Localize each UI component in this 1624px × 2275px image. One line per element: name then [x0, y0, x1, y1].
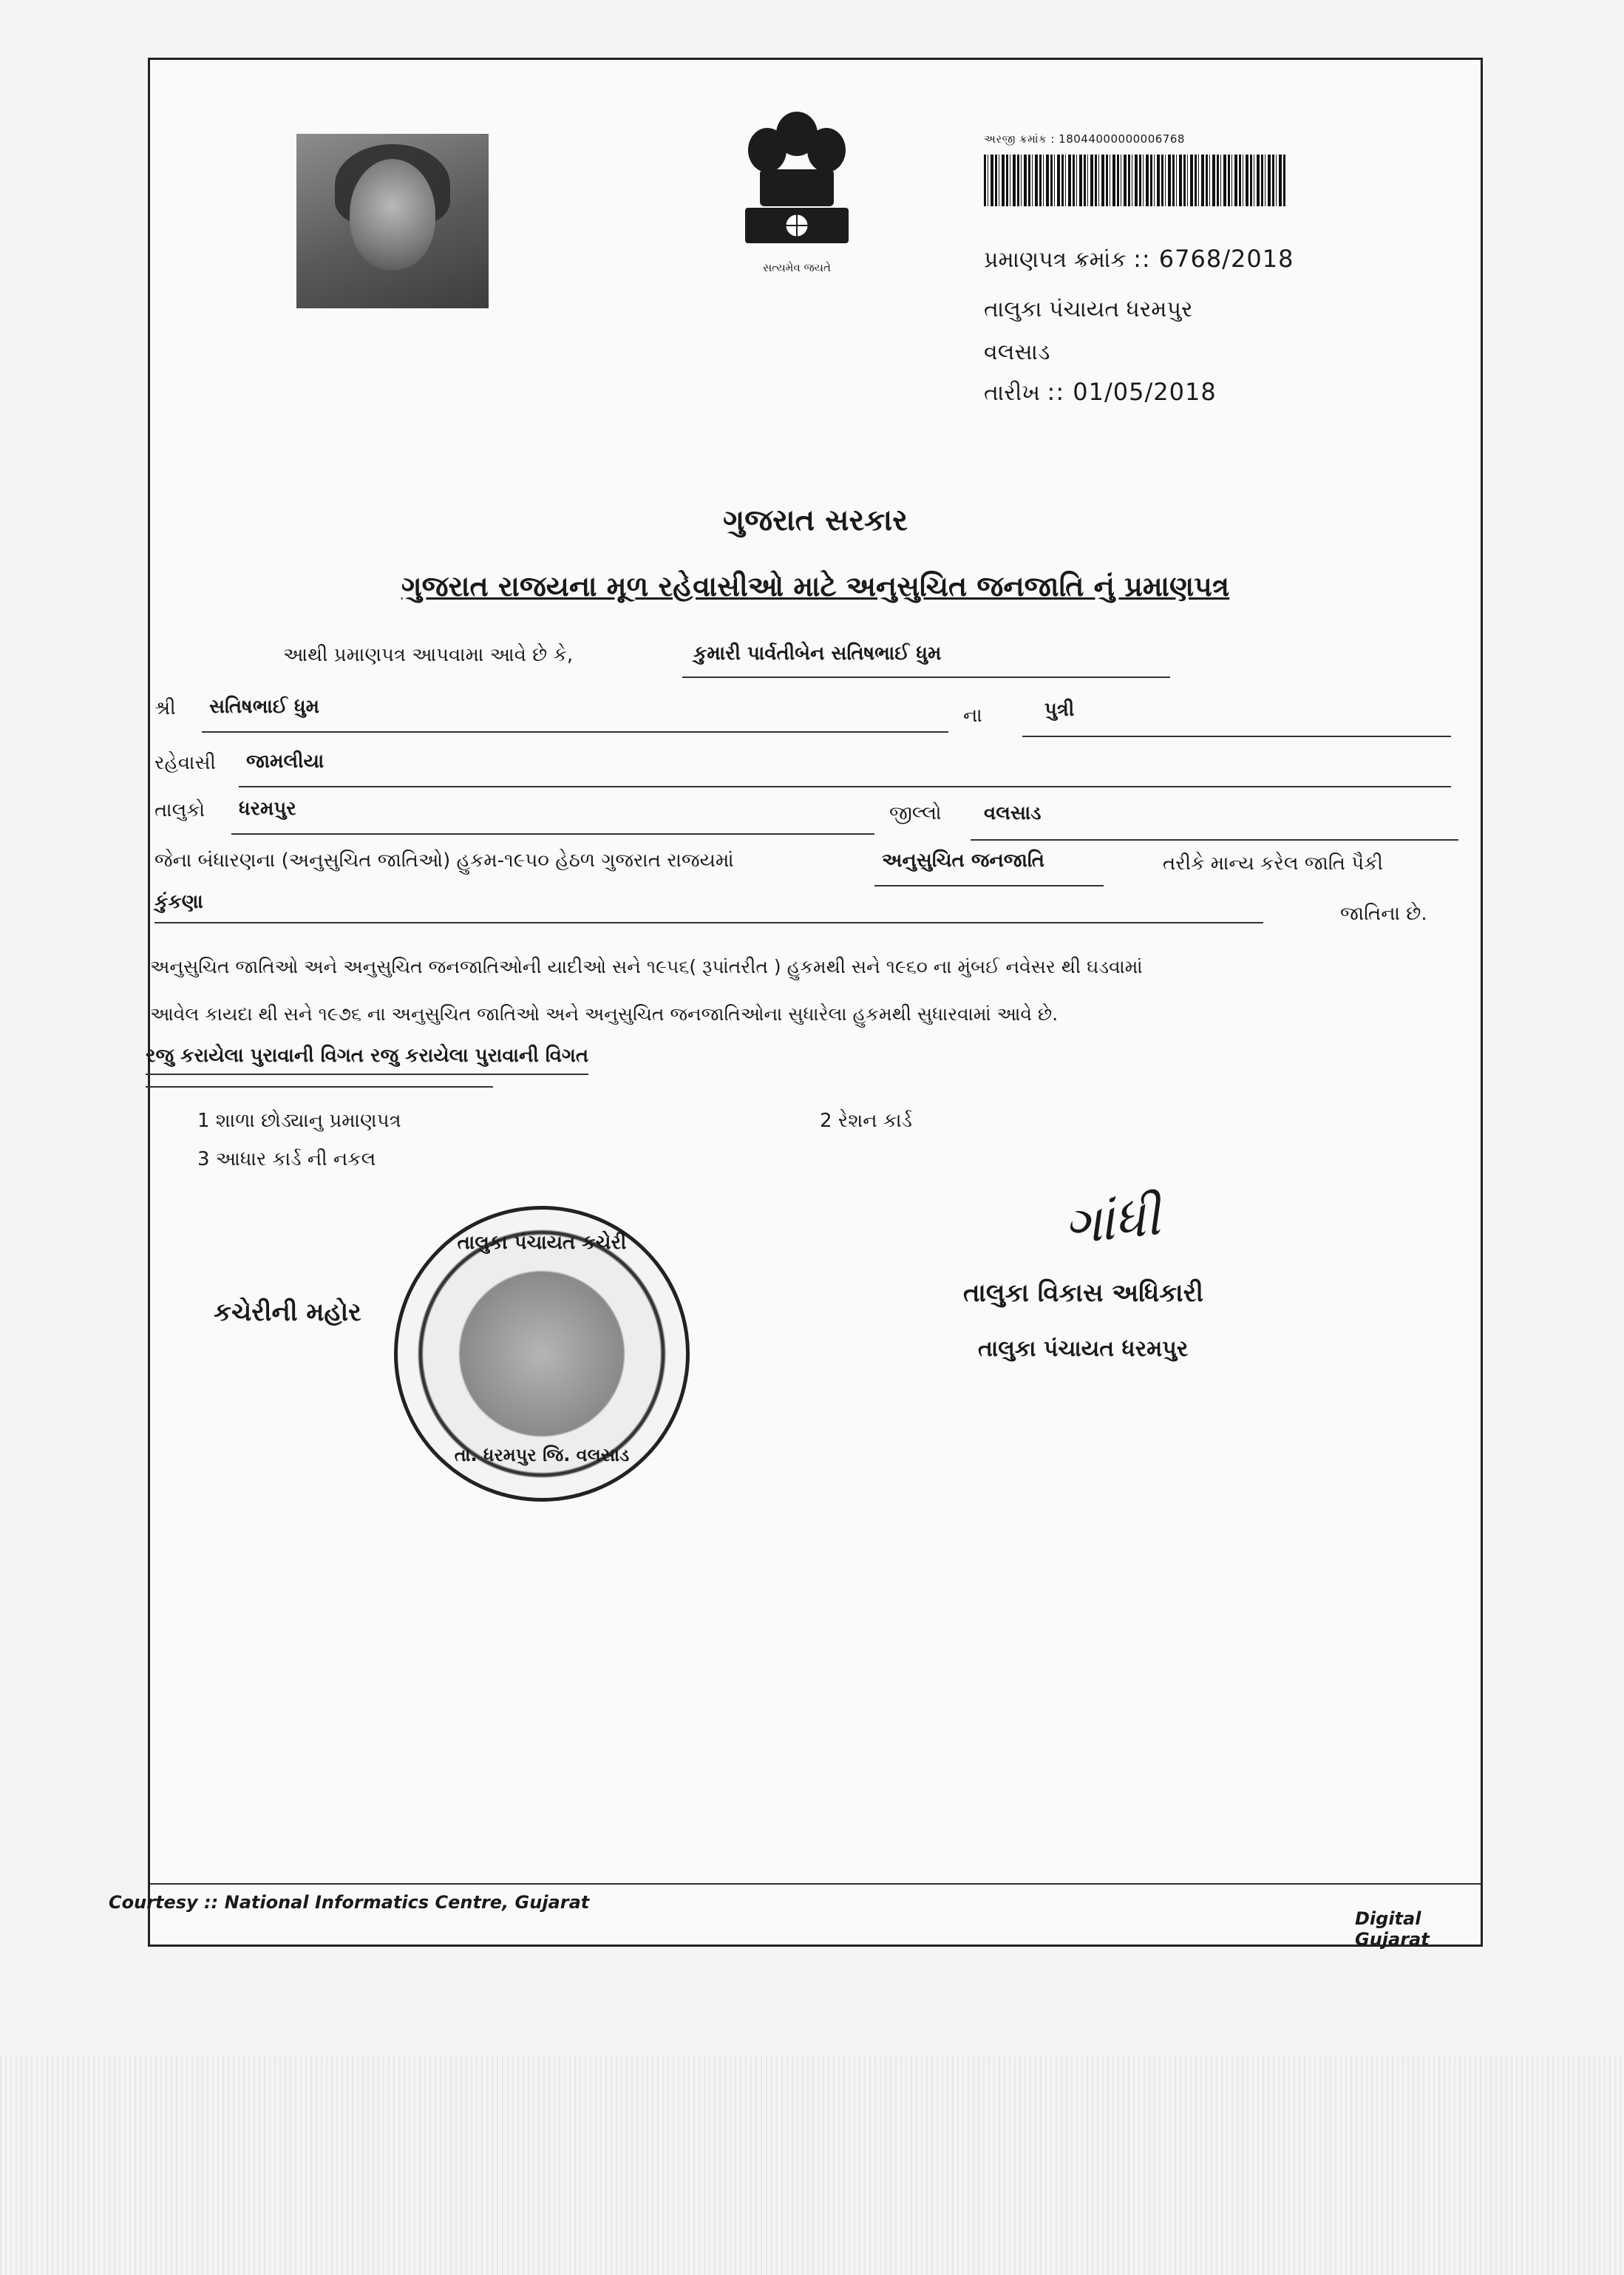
- officer-designation: તાલુકા વિકાસ અધિકારી: [963, 1278, 1203, 1308]
- evidence-item: 3 આધાર કાર્ડ ની નકલ: [197, 1148, 376, 1170]
- order-text: જેના બંધારણના (અનુસુચિત જાતિઓ) હુકમ-૧૯૫૦ હેઠળ ગુજરાત રાજયમાં: [154, 850, 734, 872]
- category-underline: [874, 884, 1104, 886]
- caste-suffix: જાતિના છે.: [1340, 903, 1427, 925]
- taluka-name: ધરમપુર: [239, 798, 296, 820]
- certificate-number-value: :: 6768/2018: [1133, 245, 1294, 273]
- district-underline: [971, 838, 1458, 841]
- issuing-office: તાલુકા પંચાયત ધરમપુર: [984, 296, 1193, 322]
- applicant-photo: [296, 134, 489, 308]
- scan-noise: [0, 2055, 1624, 2275]
- barcode: [984, 155, 1287, 206]
- government-title: ગુજરાત સરકાર: [723, 504, 908, 538]
- applicant-name: કુમારી પાર્વતીબેન સતિષભાઈ ધુમ: [693, 643, 942, 665]
- barcode-label: અરજી ક્રમાંક : 18044000000006768: [984, 132, 1185, 146]
- relation-underline: [1022, 734, 1451, 737]
- taluka-underline: [231, 832, 874, 835]
- seal-text-top: તાલુકા પંચાયત કચેરી: [457, 1232, 627, 1254]
- intro-text: આથી પ્રમાણપત્ર આપવામા આવે છે કે,: [283, 644, 574, 666]
- issuing-district: વલસાડ: [984, 339, 1050, 365]
- shri-label: શ્રી: [154, 697, 176, 719]
- issue-date-label: તારીખ: [984, 380, 1040, 406]
- seal-text-bottom: તા. ધરમપુર જિ. વલસાડ: [454, 1445, 630, 1465]
- district-label: જીલ્લો: [889, 802, 942, 824]
- certificate-number-label: પ્રમાણપત્ર ક્રમાંક: [984, 247, 1127, 273]
- relation: પુત્રી: [1044, 699, 1075, 721]
- footer-rule: [150, 1882, 1481, 1885]
- footer-courtesy: Courtesy :: National Informatics Centre, Gujarat: [109, 1892, 590, 1913]
- evidence-heading: રજુ કરાયેલા પુરાવાની વિગત રજુ કરાયેલા પુરાવાની વિગત: [146, 1045, 588, 1075]
- office-seal-label: કચેરીની મહોર: [214, 1298, 361, 1327]
- father-name: સતિષભાઈ ધુમ: [209, 696, 319, 718]
- issue-date: [984, 378, 1217, 406]
- father-underline: [202, 730, 948, 733]
- category: અનુસુચિત જનજાતિ: [882, 850, 1045, 872]
- issue-date-value: :: 01/05/2018: [1047, 378, 1217, 406]
- evidence-item: 1 શાળા છોડ્યાનુ પ્રમાણપત્ર: [197, 1110, 401, 1132]
- na-label: ના: [963, 705, 982, 727]
- village-name: જામલીયા: [246, 750, 325, 773]
- legal-paragraph-line-2: આવેલ કાયદા થી સને ૧૯૭૬ ના અનુસુચિત જાતિઓ અને અનુસુચિત જનજાતિઓના સુધારેલા હુકમથી સુધારવામાં આવે છે.: [150, 1003, 1059, 1025]
- village-underline: [239, 784, 1451, 787]
- emblem-motto: સત્યમેવ જયતે: [763, 261, 831, 274]
- taluka-label: તાલુકો: [154, 799, 205, 821]
- footer-brand: Digital Gujarat: [1355, 1908, 1430, 1950]
- certificate-title: ગુજરાત રાજયના મૂળ રહેવાસીઓ માટે અનુસુચિત જનજાતિ નું પ્રમાણપત્ર: [401, 570, 1230, 603]
- officer-office: તાલુકા પંચાયત ધરમપુર: [978, 1336, 1189, 1362]
- evidence-heading-rule: [146, 1085, 493, 1088]
- signature: ગાંધી: [1061, 1186, 1163, 1257]
- legal-paragraph-line-1: અનુસુચિત જાતિઓ અને અનુસુચિત જનજાતિઓની યાદીઓ સને ૧૯૫૬( રૂપાંતરીત ) હુકમથી સને ૧૯૬૦ ના મુંબઈ નવેસર થી ઘડવામાં: [150, 956, 1143, 977]
- certificate-number: [984, 245, 1294, 273]
- national-emblem: [727, 104, 867, 296]
- evidence-item: 2 રેશન કાર્ડ: [820, 1110, 912, 1132]
- caste-underline: [154, 920, 1263, 923]
- certificate-frame: [109, 58, 1483, 1950]
- applicant-underline: [682, 675, 1170, 678]
- resident-label: રહેવાસી: [154, 752, 216, 774]
- recognized-text: તરીકે માન્ય કરેલ જાતિ પૈકી: [1163, 852, 1383, 875]
- district-name: વલસાડ: [984, 802, 1042, 824]
- caste-name: કુંકણા: [154, 891, 203, 913]
- office-seal-stamp: [394, 1206, 690, 1502]
